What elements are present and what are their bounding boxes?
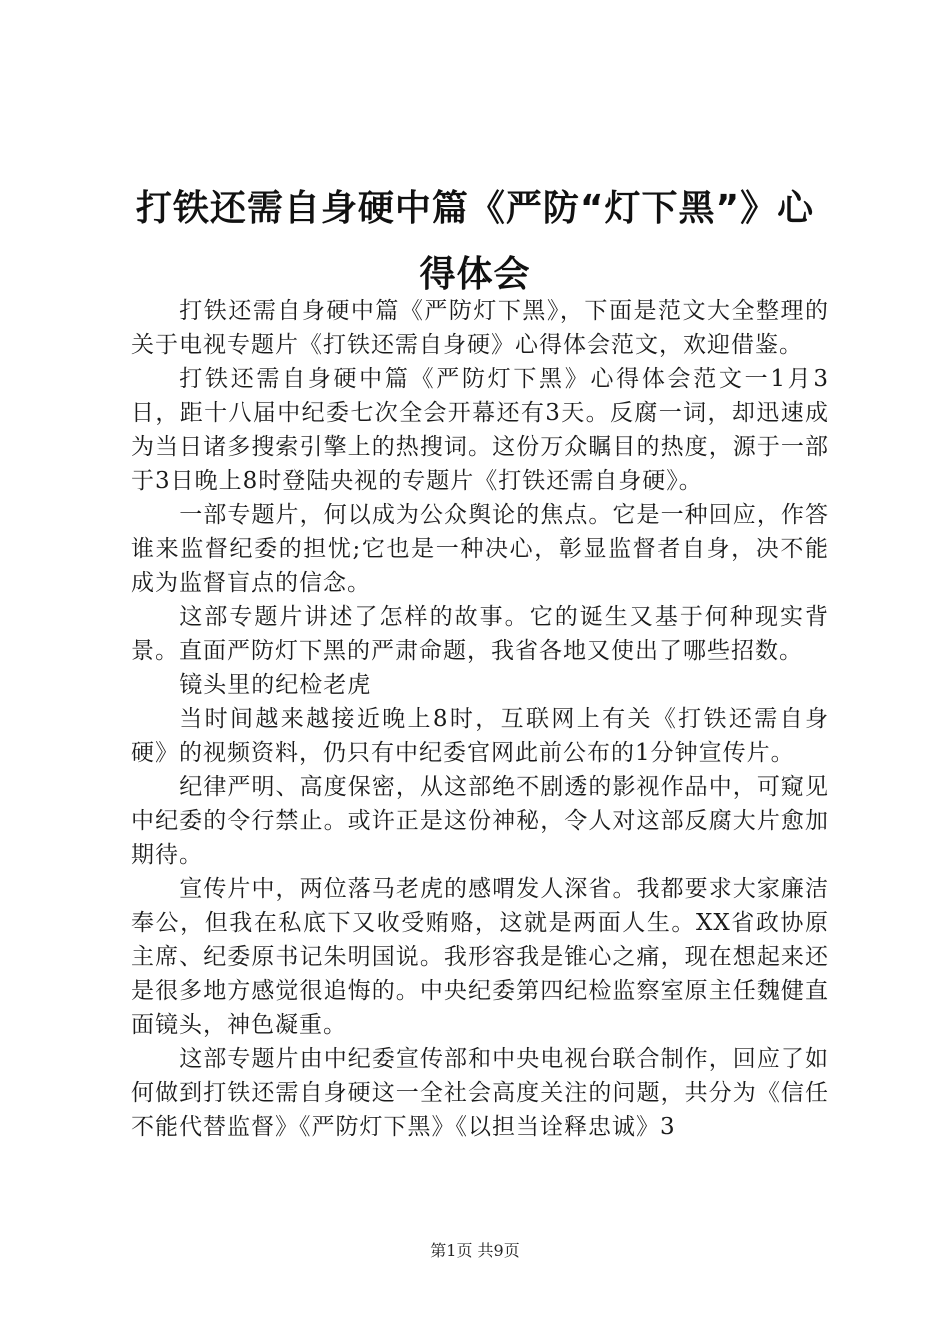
paragraph: 宣传片中，两位落马老虎的感喟发人深省。我都要求大家廉洁奉公，但我在私底下又收受贿赂，这就是两面人生。XX省政协原主席、纪委原书记朱明国说。我形容我是锥心之痛，现在想起来还是很多地方感觉很追悔的。中央纪委第四纪检监察室原主任魏健直面镜头，神色凝重。 (131, 876, 829, 1038)
section-heading: 镜头里的纪检老虎 (179, 672, 372, 698)
paragraph: 一部专题片，何以成为公众舆论的焦点。它是一种回应，作答谁来监督纪委的担忧;它也是一种决心，彰显监督者自身，决不能成为监督盲点的信念。 (131, 502, 829, 596)
paragraph: 这部专题片讲述了怎样的故事。它的诞生又基于何种现实背景。直面严防灯下黑的严肃命题，我省各地又使出了哪些招数。 (131, 604, 829, 664)
paragraph: 打铁还需自身硬中篇《严防灯下黑》心得体会范文一1月3日，距十八届中纪委七次全会开幕还有3天。反腐一词，却迅速成为当日诸多搜索引擎上的热搜词。这份万众瞩目的热度，源于一部于3日晚上8时登陆央视的专题片《打铁还需自身硬》。 (131, 366, 829, 494)
page-footer: 第1页 共9页 (430, 1241, 520, 1260)
paragraph: 打铁还需自身硬中篇《严防灯下黑》，下面是范文大全整理的关于电视专题片《打铁还需自身硬》心得体会范文，欢迎借鉴。 (131, 298, 829, 358)
paragraph: 纪律严明、高度保密，从这部绝不剧透的影视作品中，可窥见中纪委的令行禁止。或许正是这份神秘，令人对这部反腐大片愈加期待。 (131, 774, 829, 868)
document-body (131, 294, 829, 1144)
paragraph: 当时间越来越接近晚上8时，互联网上有关《打铁还需自身硬》的视频资料，仍只有中纪委官网此前公布的1分钟宣传片。 (131, 706, 829, 766)
paragraph: 这部专题片由中纪委宣传部和中央电视台联合制作，回应了如何做到打铁还需自身硬这一全社会高度关注的问题，共分为《信任不能代替监督》《严防灯下黑》《以担当诠释忠诚》3 (131, 1046, 829, 1140)
document-title: 打铁还需自身硬中篇《严防“灯下黑”》心得体会 (135, 188, 815, 295)
